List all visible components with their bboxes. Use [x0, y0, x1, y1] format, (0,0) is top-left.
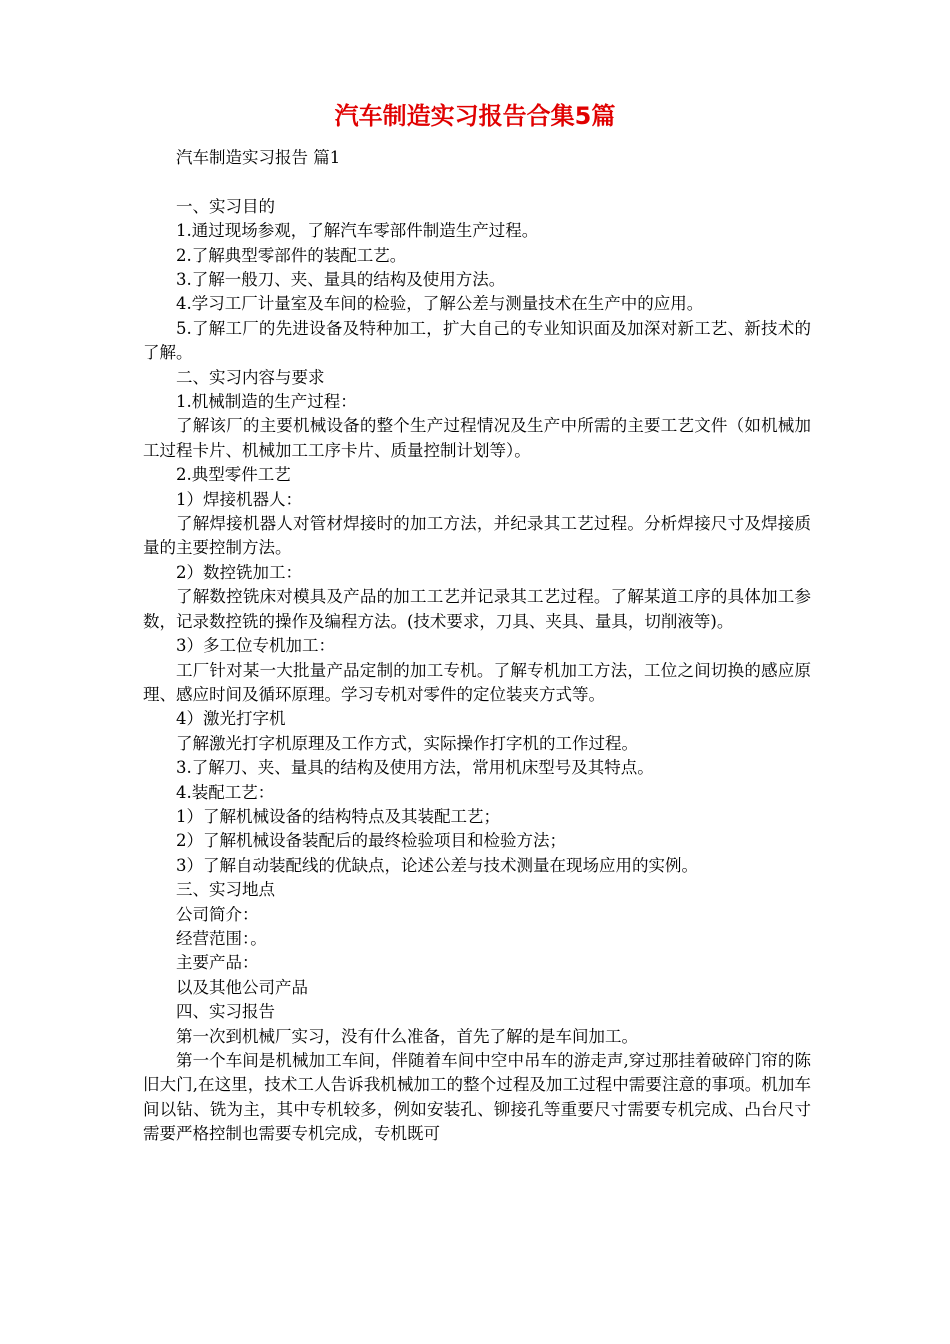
paragraph: 2）了解机械设备装配后的最终检验项目和检验方法；	[176, 831, 566, 851]
paragraph: 3.了解刀、夹、量具的结构及使用方法，常用机床型号及其特点。	[176, 758, 654, 778]
paragraph: 公司简介：	[176, 904, 259, 924]
document-body	[143, 146, 811, 1147]
paragraph: 工厂针对某一大批量产品定制的加工专机。了解专机加工方法，工位之间切换的感应原理、感应时间及循环原理。学习专机对零件的定位装夹方式等。	[143, 660, 811, 704]
paragraph: 了解激光打字机原理及工作方式，实际操作打字机的工作过程。	[176, 733, 638, 753]
paragraph: 三、实习地点	[176, 880, 275, 900]
paragraph: 5.了解工厂的先进设备及特种加工，扩大自己的专业知识面及加深对新工艺、新技术的了解。	[143, 318, 811, 363]
paragraph: 4.装配工艺：	[176, 782, 275, 802]
paragraph: 了解该厂的主要机械设备的整个生产过程情况及生产中所需的主要工艺文件（如机械加工过程卡片、机械加工工序卡片、质量控制计划等）。	[143, 416, 811, 460]
paragraph: 2.了解典型零部件的装配工艺。	[176, 245, 407, 265]
paragraph: 1）焊接机器人：	[176, 489, 302, 509]
paragraph: 了解数控铣床对模具及产品的加工工艺并记录其工艺过程。了解某道工序的具体加工参数，记录数控铣的操作及编程方法。(技术要求，刀具、夹具、量具，切削液等)。	[143, 587, 811, 631]
paragraph: 以及其他公司产品	[176, 977, 308, 997]
paragraph: 2）数控铣加工：	[176, 562, 302, 582]
paragraph: 2.典型零件工艺	[176, 465, 291, 485]
section-heading: 汽车制造实习报告 篇1	[176, 148, 341, 167]
paragraph: 主要产品：	[176, 953, 259, 973]
paragraph: 了解焊接机器人对管材焊接时的加工方法，并纪录其工艺过程。分析焊接尺寸及焊接质量的主要控制方法。	[143, 514, 811, 558]
paragraph: 3）了解自动装配线的优缺点，论述公差与技术测量在现场应用的实例。	[176, 855, 698, 875]
blank-line	[143, 170, 811, 194]
paragraph: 第一次到机械厂实习，没有什么准备，首先了解的是车间加工。	[176, 1026, 638, 1046]
paragraph: 二、实习内容与要求	[176, 367, 325, 387]
paragraph: 第一个车间是机械加工车间，伴随着车间中空中吊车的游走声,穿过那挂着破碎门帘的陈旧大门,在这里，技术工人告诉我机械加工的整个过程及加工过程中需要注意的事项。机加车间以钻、铣为主，其中专机较多，例如安装孔、铆接孔等重要尺寸需要专机完成、凸台尺寸需要严格控制也需要专机完成，专机既可	[143, 1051, 811, 1144]
paragraph: 1.通过现场参观，了解汽车零部件制造生产过程。	[176, 221, 539, 241]
paragraph: 经营范围：。	[176, 928, 267, 948]
paragraph: 四、实习报告	[176, 1002, 275, 1022]
paragraph: 3.了解一般刀、夹、量具的结构及使用方法。	[176, 270, 506, 290]
document-title: 汽车制造实习报告合集5篇	[334, 102, 616, 130]
paragraph: 4.学习工厂计量室及车间的检验，了解公差与测量技术在生产中的应用。	[176, 294, 704, 314]
paragraph: 一、实习目的	[176, 196, 275, 216]
paragraph: 1.机械制造的生产过程：	[176, 392, 357, 412]
paragraph: 3）多工位专机加工：	[176, 636, 335, 656]
paragraph: 1）了解机械设备的结构特点及其装配工艺；	[176, 806, 500, 826]
paragraph: 4）激光打字机	[176, 709, 286, 729]
